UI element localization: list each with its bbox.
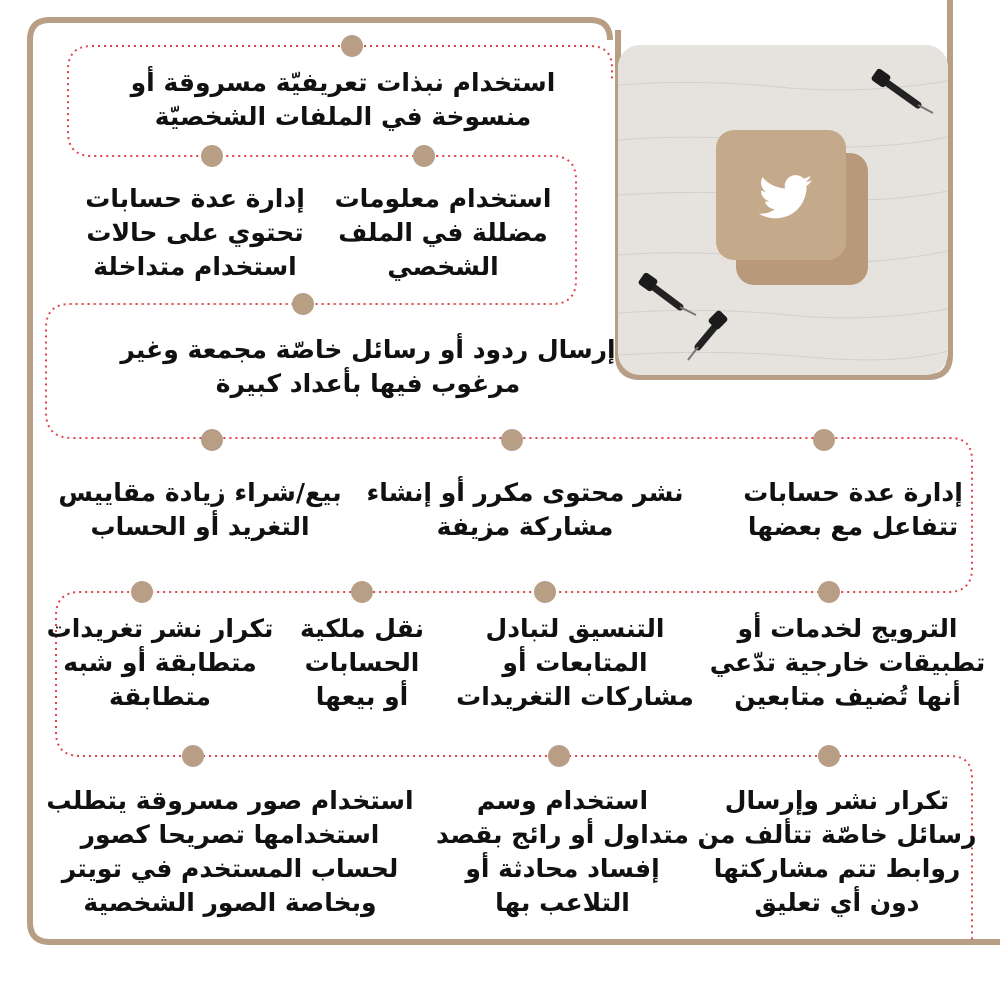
item-interacting-accounts: إدارة عدة حسابات تتفاعل مع بعضها bbox=[743, 478, 963, 541]
item-third-party-follower-services: الترويج لخدمات أو تطبيقات خارجية تدّعي أنها تُضيف متابعين bbox=[709, 614, 986, 711]
bullet-dot bbox=[201, 429, 223, 451]
item-account-transfer: نقل ملكية الحسابات أو بيعها bbox=[300, 614, 424, 711]
item-overlapping-accounts: إدارة عدة حسابات تحتوي على حالات استخدام متداخلة bbox=[85, 184, 305, 281]
item-stolen-bios: استخدام نبذات تعريفيّة مسروقة أو منسوخة في الملفات الشخصيّة bbox=[130, 68, 556, 131]
bullet-dot bbox=[182, 745, 204, 767]
item-buy-sell-metrics: بيع/شراء زيادة مقاييس التغريد أو الحساب bbox=[58, 478, 342, 541]
bullet-dot bbox=[201, 145, 223, 167]
bullet-dot bbox=[818, 581, 840, 603]
twitter-photo bbox=[618, 45, 948, 375]
bullet-dot bbox=[292, 293, 314, 315]
bullet-dot bbox=[501, 429, 523, 451]
item-hashtag-hijacking: استخدام وسم متداول أو رائج بقصد إفساد محادثة أو التلاعب بها bbox=[436, 786, 689, 917]
bullet-dot bbox=[341, 35, 363, 57]
item-duplicate-content: نشر محتوى مكرر أو إنشاء مشاركة مزيفة bbox=[366, 478, 684, 541]
bullet-dot bbox=[351, 581, 373, 603]
bullet-dot bbox=[131, 581, 153, 603]
bullet-dot bbox=[534, 581, 556, 603]
item-duplicate-tweets: تكرار نشر تغريدات متطابقة أو شبه متطابقة bbox=[46, 614, 274, 711]
item-follow-trains: التنسيق لتبادل المتابعات أو مشاركات التغريدات bbox=[456, 614, 694, 711]
item-misleading-profile-info: استخدام معلومات مضللة في الملف الشخصي bbox=[334, 184, 552, 281]
item-stolen-images: استخدام صور مسروقة يتطلب استخدامها تصريحا كصور لحساب المستخدم في تويتر وبخاصة الصور الشخصية bbox=[46, 786, 414, 917]
bullet-dot bbox=[548, 745, 570, 767]
bullet-dot bbox=[813, 429, 835, 451]
bullet-dot bbox=[818, 745, 840, 767]
bullet-dot bbox=[413, 145, 435, 167]
item-link-spam: تكرار نشر وإرسال رسائل خاصّة تتألف من روابط تتم مشاركتها دون أي تعليق bbox=[697, 786, 977, 917]
item-bulk-replies: إرسال ردود أو رسائل خاصّة مجمعة وغير مرغوب فيها بأعداد كبيرة bbox=[120, 335, 616, 398]
